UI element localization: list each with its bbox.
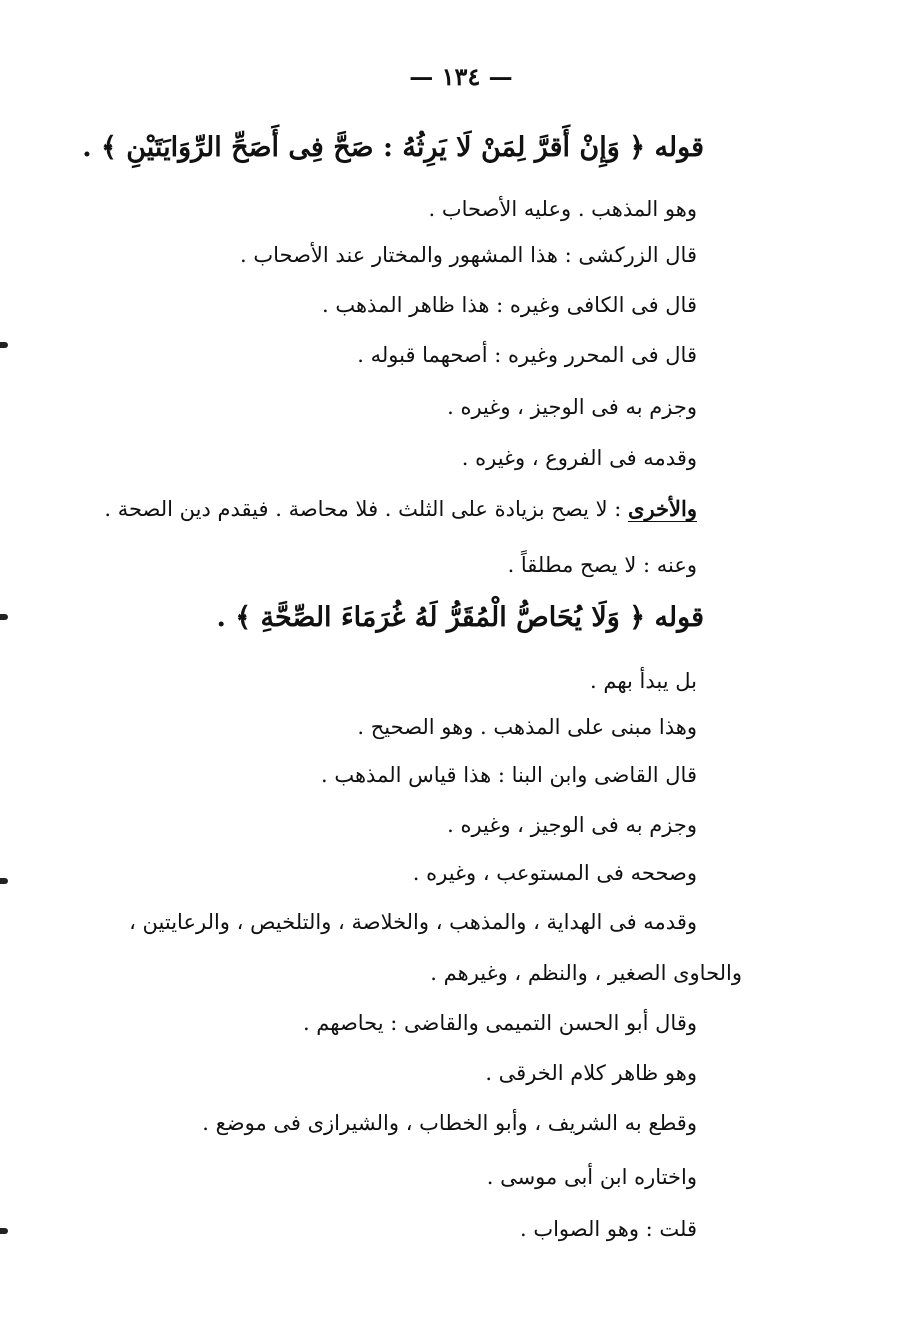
text-line: قلت : وهو الصواب . [519,1217,697,1241]
page-number: — ١٣٤ — [409,62,513,91]
text-line: وصححه فى المستوعب ، وغيره . [412,861,697,885]
text-line: وقدمه فى الهداية ، والمذهب ، والخلاصة ، والتلخيص ، والرعايتين ، [129,910,697,934]
heading-verse: ﴿ وَلَا يُحَاصُّ الْمُقَرُّ لَهُ غُرَمَاءَ الصِّحَّةِ ﴾ . [216,602,646,633]
text-line: وقطع به الشريف ، وأبو الخطاب ، والشيرازى فى موضع . [202,1111,697,1135]
text-line: وعنه : لا يصح مطلقاً . [507,553,697,577]
text-line: واختاره ابن أبى موسى . [486,1165,697,1189]
underlined-lead-word: والأخرى [628,496,697,521]
heading-lead-word: قوله [654,602,704,633]
text-line: بل يبدأ بهم . [590,669,697,693]
margin-mark [0,878,8,884]
section-heading [82,128,704,168]
text-line: قال القاضى وابن البنا : هذا قياس المذهب . [321,763,697,787]
heading-verse: ﴿ وَإِنْ أَقرَّ لِمَنْ لَا يَرِثُهُ : صَحَّ فِى أَصَحِّ الرِّوَايَتَيْنِ ﴾ . [82,132,646,163]
line-rest: : لا يصح بزيادة على الثلث . فلا محاصة . فيقدم دين الصحة . [104,497,629,521]
heading-lead-word: قوله [654,132,704,163]
text-line: قال فى الكافى وغيره : هذا ظاهر المذهب . [321,293,697,317]
margin-mark [0,1228,8,1234]
section-heading [216,598,704,638]
text-line: قال فى المحرر وغيره : أصحهما قبوله . [357,343,697,367]
text-line: وهو ظاهر كلام الخرقى . [485,1061,697,1085]
text-line [104,494,697,524]
margin-mark [0,614,8,620]
margin-mark [0,342,8,348]
text-line: وقال أبو الحسن التميمى والقاضى : يحاصهم . [302,1011,697,1035]
text-line: قال الزركشى : هذا المشهور والمختار عند الأصحاب . [240,243,697,267]
text-line: وجزم به فى الوجيز ، وغيره . [447,395,697,419]
text-line: والحاوى الصغير ، والنظم ، وغيرهم . [430,961,742,985]
text-line: وقدمه فى الفروع ، وغيره . [461,446,697,470]
text-line: وهو المذهب . وعليه الأصحاب . [428,197,697,221]
text-line: وهذا مبنى على المذهب . وهو الصحيح . [357,715,697,739]
text-line: وجزم به فى الوجيز ، وغيره . [447,813,697,837]
